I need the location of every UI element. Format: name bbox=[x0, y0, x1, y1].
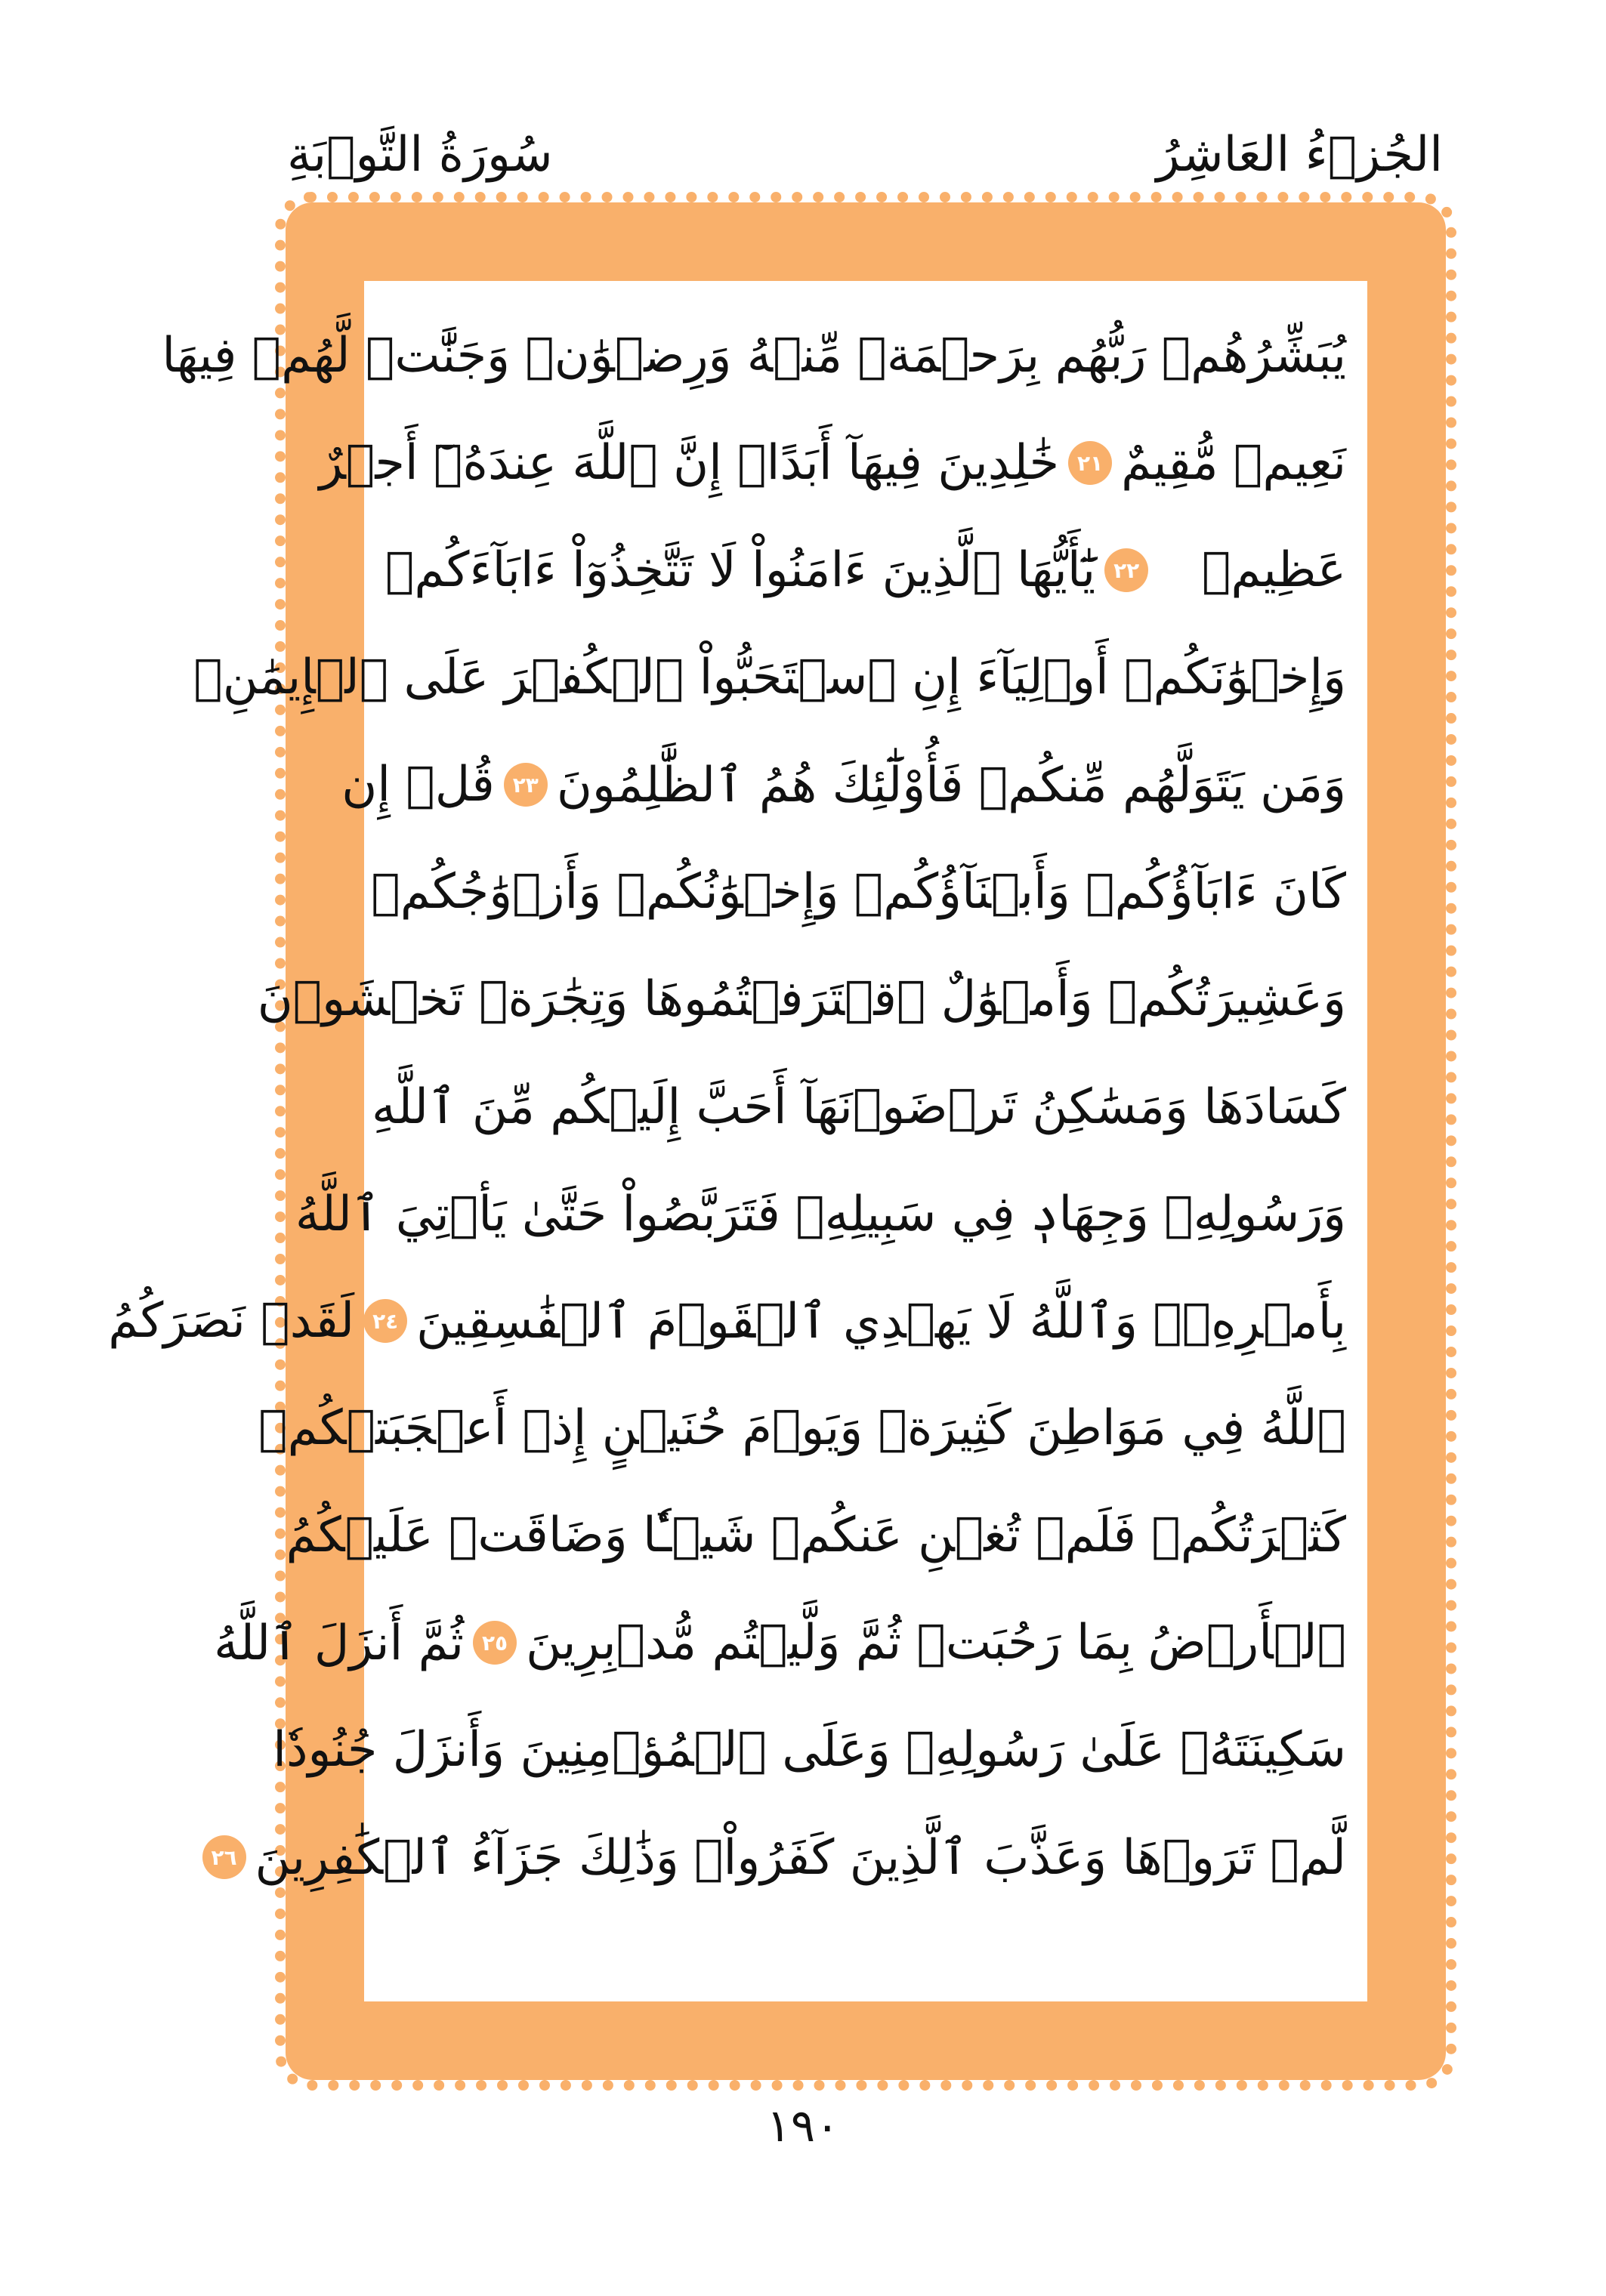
text-line bbox=[108, 1267, 1346, 1375]
ayah-number-marker: ٢١ bbox=[1068, 441, 1112, 485]
text-line bbox=[258, 1375, 1346, 1482]
ayah-number-marker: ٢٥ bbox=[473, 1621, 517, 1665]
verse-text: وَإِخۡوَٰنَكُمۡ أَوۡلِيَآءَ إِنِ ٱسۡتَحَبُّواْ ٱلۡكُفۡرَ عَلَى ٱلۡإِيمَٰنِۚ bbox=[193, 650, 1346, 705]
ayah-number-marker: ٢٣ bbox=[504, 763, 548, 807]
text-line bbox=[286, 1482, 1346, 1589]
quran-text bbox=[108, 302, 1346, 1911]
verse-text: يَٰٓأَيُّهَا ٱلَّذِينَ ءَامَنُواْ لَا تَتَّخِذُوٓاْ ءَابَآءَكُمۡ bbox=[385, 542, 1096, 598]
verse-text: كَانَ ءَابَآؤُكُمۡ وَأَبۡنَآؤُكُمۡ وَإِخۡوَٰنُكُمۡ وَأَزۡوَٰجُكُمۡ bbox=[371, 864, 1346, 920]
verse-text: ٱللَّهُ فِي مَوَاطِنَ كَثِيرَةٖ وَيَوۡمَ حُنَيۡنٍ إِذۡ أَعۡجَبَتۡكُمۡ bbox=[258, 1400, 1346, 1456]
text-line bbox=[371, 838, 1346, 946]
verse-text: عَظِيمٞ bbox=[1202, 542, 1346, 598]
verse-text: قُلۡ إِن bbox=[341, 757, 495, 813]
text-line bbox=[295, 1160, 1346, 1267]
verse-text: وَعَشِيرَتُكُمۡ وَأَمۡوَٰلٌ ٱقۡتَرَفۡتُمُوهَا وَتِجَٰرَةٞ تَخۡشَوۡنَ bbox=[257, 971, 1346, 1027]
text-line bbox=[341, 731, 1346, 838]
verse-text: يُبَشِّرُهُمۡ رَبُّهُم بِرَحۡمَةٖ مِّنۡهُ وَرِضۡوَٰنٖ وَجَنَّٰتٖ لَّهُمۡ فِيهَا bbox=[162, 328, 1346, 384]
verse-text: ثُمَّ أَنزَلَ ٱللَّهُ bbox=[214, 1615, 465, 1671]
verse-text: وَمَن يَتَوَلَّهُم مِّنكُمۡ فَأُوْلَٰٓئِكَ هُمُ ٱلظَّٰلِمُونَ bbox=[556, 757, 1346, 813]
ayah-number-marker: ٢٤ bbox=[363, 1299, 407, 1343]
text-line bbox=[319, 409, 1346, 517]
text-line bbox=[193, 624, 1346, 731]
text-line bbox=[385, 517, 1346, 624]
verse-text: خَٰلِدِينَ فِيهَآ أَبَدًاۚ إِنَّ ٱللَّهَ عِندَهُۥٓ أَجۡرٌ bbox=[319, 435, 1060, 491]
verse-text: نَعِيمٞ مُّقِيمٌ bbox=[1121, 435, 1346, 491]
verse-text: بِأَمۡرِهِۦۗ وَٱللَّهُ لَا يَهۡدِي ٱلۡقَوۡمَ ٱلۡفَٰسِقِينَ bbox=[416, 1293, 1346, 1350]
ayah-number-marker: ٢٦ bbox=[202, 1835, 246, 1879]
text-line bbox=[211, 1804, 1346, 1911]
verse-text: وَرَسُولِهِۦ وَجِهَادٖ فِي سَبِيلِهِۦ فَتَرَبَّصُواْ حَتَّىٰ يَأۡتِيَ ٱللَّهُ bbox=[295, 1186, 1346, 1242]
text-line bbox=[214, 1589, 1346, 1696]
text-line bbox=[257, 946, 1346, 1053]
verse-text: لَقَدۡ نَصَرَكُمُ bbox=[108, 1293, 355, 1349]
text-line bbox=[273, 1696, 1346, 1804]
verse-text: لَّمۡ تَرَوۡهَا وَعَذَّبَ ٱلَّذِينَ كَفَرُواْۚ وَذَٰلِكَ جَزَآءُ ٱلۡكَٰفِرِينَ bbox=[255, 1829, 1346, 1886]
text-line bbox=[372, 1053, 1346, 1160]
surah-title: سُورَةُ التَّوۡبَةِ bbox=[287, 127, 553, 183]
ayah-number-marker: ٢٢ bbox=[1104, 548, 1148, 592]
verse-text: كَسَادَهَا وَمَسَٰكِنُ تَرۡضَوۡنَهَآ أَحَبَّ إِلَيۡكُم مِّنَ ٱللَّهِ bbox=[372, 1079, 1346, 1135]
verse-text: سَكِينَتَهُۥ عَلَىٰ رَسُولِهِۦ وَعَلَى ٱلۡمُؤۡمِنِينَ وَأَنزَلَ جُنُودٗا bbox=[273, 1722, 1346, 1778]
page-number: ١٩٠ bbox=[766, 2100, 840, 2152]
juz-title: الجُزۡءُ العَاشِرُ bbox=[1156, 127, 1443, 183]
text-line bbox=[162, 302, 1346, 409]
page-header bbox=[287, 113, 1443, 196]
verse-text: ٱلۡأَرۡضُ بِمَا رَحُبَتۡ ثُمَّ وَلَّيۡتُم مُّدۡبِرِينَ bbox=[526, 1615, 1346, 1671]
verse-text: كَثۡرَتُكُمۡ فَلَمۡ تُغۡنِ عَنكُمۡ شَيۡـٔٗا وَضَاقَتۡ عَلَيۡكُمُ bbox=[286, 1508, 1346, 1563]
